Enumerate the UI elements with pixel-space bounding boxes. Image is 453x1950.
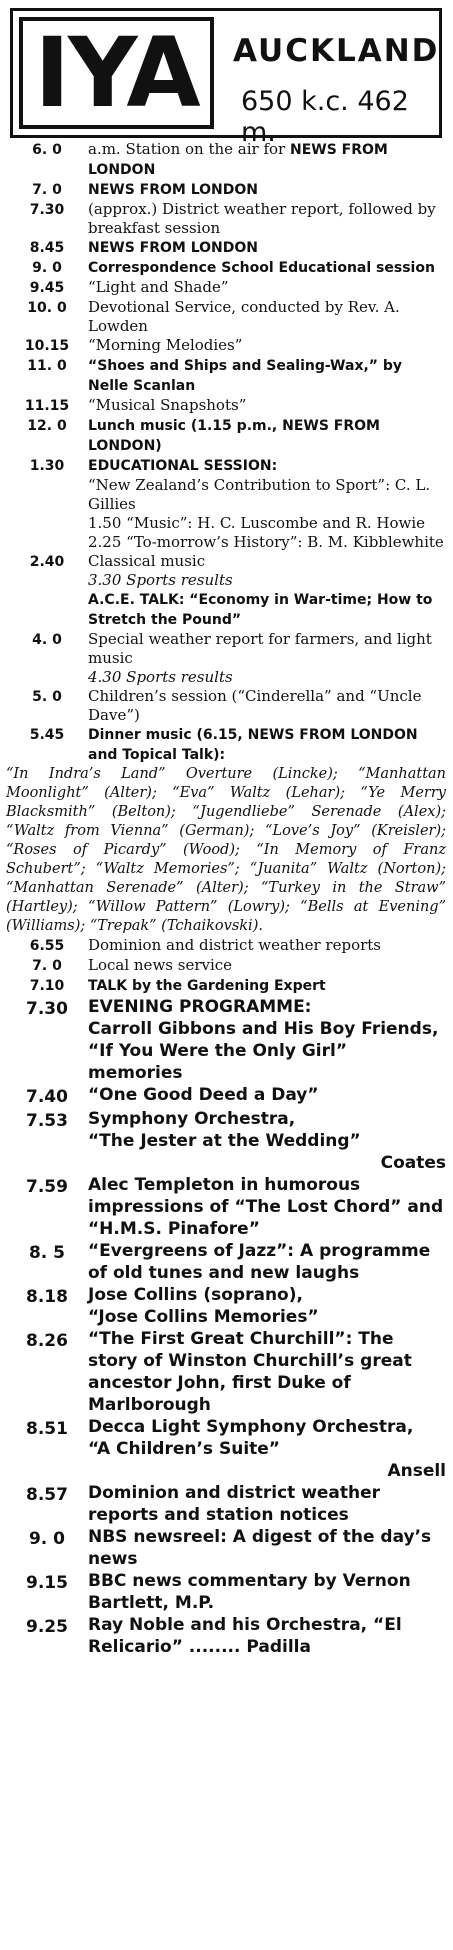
programme-time: 12. 0 xyxy=(27,418,67,434)
programme-description xyxy=(88,238,446,258)
programme-item xyxy=(6,1084,446,1108)
programme-item xyxy=(6,936,446,956)
programme-item xyxy=(6,258,446,278)
programme-description xyxy=(88,687,446,725)
programme-time: 7. 0 xyxy=(32,182,62,198)
programme-text: Devotional Service, conducted by Rev. A. Lowden xyxy=(88,298,400,335)
programme-item xyxy=(6,396,446,416)
programme-description xyxy=(88,396,446,415)
programme-time: 11. 0 xyxy=(27,358,67,374)
programme-item xyxy=(6,1526,446,1570)
programme-description xyxy=(88,180,446,200)
programme-listing xyxy=(6,140,446,1658)
programme-description xyxy=(88,258,446,278)
programme-time: 7.53 xyxy=(26,1111,68,1131)
programme-text: Dominion and district weather reports xyxy=(88,936,381,954)
programme-time xyxy=(6,590,88,591)
programme-description xyxy=(88,1614,446,1658)
programme-subtitle: “Jose Collins Memories” xyxy=(88,1307,319,1327)
programme-item xyxy=(6,140,446,180)
programme-time: 9.25 xyxy=(26,1617,68,1637)
programme-item xyxy=(6,996,446,1084)
programme-description xyxy=(88,590,446,630)
programme-time: 8.45 xyxy=(29,240,65,256)
programme-item xyxy=(6,1108,446,1174)
programme-text: “The First Great Churchill”: The story of Winston Churchill’s great ancestor John, first Duke of Marlborough xyxy=(88,1329,412,1415)
station-frequency: 650 k.c. 462 m. xyxy=(241,86,409,148)
programme-text: Classical music xyxy=(88,552,206,570)
programme-description xyxy=(88,996,446,1084)
programme-bold-text: EDUCATIONAL SESSION: xyxy=(88,458,278,474)
programme-text: Dominion and district weather reports and station notices xyxy=(88,1483,381,1525)
programme-description xyxy=(88,1240,446,1284)
programme-bold-text: NEWS FROM LONDON xyxy=(88,142,388,178)
programme-subtitle: “A Children’s Suite” xyxy=(88,1439,280,1459)
programme-time: 8.51 xyxy=(26,1419,68,1439)
programme-time: 1.30 xyxy=(29,458,65,474)
programme-text: “Light and Shade” xyxy=(88,278,229,296)
programme-item xyxy=(6,1174,446,1240)
programme-description xyxy=(88,1108,446,1174)
programme-item xyxy=(6,1328,446,1416)
programme-description xyxy=(88,416,446,456)
station-header xyxy=(10,8,442,148)
programme-text: (approx.) District weather report, followed by breakfast session xyxy=(88,200,436,237)
programme-subtitle: “If You Were the Only Girl” memories xyxy=(88,1041,347,1083)
programme-item xyxy=(6,200,446,238)
programme-description xyxy=(88,630,446,687)
programme-text: Symphony Orchestra, xyxy=(88,1109,296,1129)
programme-subline: 1.50 “Music”: H. C. Luscombe and R. Howie xyxy=(88,514,425,532)
station-logo: IYA xyxy=(19,17,214,129)
programme-composer: Ansell xyxy=(387,1461,446,1481)
programme-item xyxy=(6,1614,446,1658)
programme-time: 7.30 xyxy=(29,202,65,218)
programme-text: a.m. Station on the air for xyxy=(88,140,290,158)
programme-description xyxy=(88,1084,446,1106)
programme-text: NBS newsreel: A digest of the day’s news xyxy=(88,1527,432,1569)
programme-subline: 4.30 Sports results xyxy=(88,668,233,686)
programme-item xyxy=(6,180,446,200)
programme-description xyxy=(88,1526,446,1570)
programme-time: 9.15 xyxy=(26,1573,68,1593)
programme-description xyxy=(88,356,446,396)
programme-description xyxy=(88,1284,446,1328)
programme-text: Jose Collins (soprano), xyxy=(88,1285,303,1305)
programme-time: 6. 0 xyxy=(32,142,62,158)
programme-description xyxy=(88,336,446,355)
programme-time: 5. 0 xyxy=(32,689,62,705)
programme-description xyxy=(88,456,446,552)
programme-description xyxy=(88,278,446,297)
programme-item xyxy=(6,356,446,396)
programme-item xyxy=(6,725,446,765)
programme-time: 10.15 xyxy=(24,338,70,354)
programme-composer: Coates xyxy=(380,1153,446,1173)
programme-item xyxy=(6,1284,446,1328)
programme-text: Special weather report for farmers, and light music xyxy=(88,630,432,667)
programme-subline: 2.25 “To-morrow’s History”: B. M. Kibblewhite xyxy=(88,533,444,551)
programme-time: 8.57 xyxy=(26,1485,68,1505)
programme-description xyxy=(88,1328,446,1416)
programme-text: “Evergreens of Jazz”: A programme of old tunes and new laughs xyxy=(88,1241,431,1283)
programme-item xyxy=(6,552,446,590)
programme-text: “Musical Snapshots” xyxy=(88,396,247,414)
programme-time: 5.45 xyxy=(29,727,65,743)
programme-time: 2.40 xyxy=(29,554,65,570)
programme-description xyxy=(88,976,446,996)
programme-time: 7.40 xyxy=(26,1087,68,1107)
programme-description xyxy=(88,552,446,590)
programme-bold-text: TALK by the Gardening Expert xyxy=(88,978,326,994)
programme-bold-text: A.C.E. TALK: “Economy in War-time; How to Stretch the Pound” xyxy=(88,592,433,628)
programme-text: Children’s session (“Cinderella” and “Uncle Dave”) xyxy=(88,687,422,724)
programme-item xyxy=(6,456,446,552)
programme-description xyxy=(88,140,446,180)
programme-item xyxy=(6,1240,446,1284)
programme-time: 8.18 xyxy=(26,1287,68,1307)
programme-description xyxy=(88,956,446,975)
programme-subline: 3.30 Sports results xyxy=(88,571,233,589)
programme-time: 10. 0 xyxy=(27,300,67,316)
programme-item xyxy=(6,416,446,456)
programme-description xyxy=(88,200,446,238)
programme-item xyxy=(6,336,446,356)
programme-item xyxy=(6,238,446,258)
programme-text: “Morning Melodies” xyxy=(88,336,243,354)
programme-description xyxy=(88,1482,446,1526)
programme-description xyxy=(88,298,446,336)
programme-text: “One Good Deed a Day” xyxy=(88,1085,319,1105)
programme-bold-text: NEWS FROM LONDON xyxy=(88,240,259,256)
programme-item xyxy=(6,1482,446,1526)
programme-item xyxy=(6,687,446,725)
programme-time: 7. 0 xyxy=(32,958,62,974)
dinner-music-list: “In Indra’s Land” Overture (Lincke); “Manhattan Moonlight” (Alter); “Eva” Waltz (Lehar); “Ye Merry Blacksmith” (Belton); “Jugendliebe” Serenade (Alex); “Waltz from Vienna” (German); “Love’s Joy” (Kreisler); “Roses of Picardy” (Wood); “In Memory of Franz Schubert”; “Waltz Memories”; “Juanita” Waltz (Norton); “Manhattan Serenade” (Alter); “Turkey in the Straw” (Hartley); “Willow Pattern” (Lowry); “Bells at Evening” (Williams); “Trepak” (Tchaikovski). xyxy=(6,766,446,934)
programme-text: Decca Light Symphony Orchestra, xyxy=(88,1417,414,1437)
programme-text: BBC news commentary by Vernon Bartlett, M.P. xyxy=(88,1571,411,1613)
station-city: AUCKLAND xyxy=(233,33,440,69)
programme-bold-text: Correspondence School Educational session xyxy=(88,260,435,276)
programme-description xyxy=(88,725,446,765)
programme-time: 7.30 xyxy=(26,999,68,1019)
programme-subtitle: “The Jester at the Wedding” xyxy=(88,1131,361,1151)
programme-bold-text: Lunch music (1.15 p.m., NEWS FROM LONDON) xyxy=(88,418,380,454)
programme-text: Local news service xyxy=(88,956,233,974)
programme-item xyxy=(6,956,446,976)
programme-bold-text: “Shoes and Ships and Sealing-Wax,” by Nelle Scanlan xyxy=(88,358,403,394)
programme-text: Carroll Gibbons and His Boy Friends, xyxy=(88,1019,439,1039)
programme-bold-text: Dinner music (6.15, NEWS FROM LONDON and Topical Talk): xyxy=(88,727,418,763)
programme-time: 9. 0 xyxy=(28,1529,66,1549)
programme-heading: EVENING PROGRAMME: xyxy=(88,997,312,1017)
programme-item xyxy=(6,298,446,336)
programme-time: 7.59 xyxy=(26,1177,68,1197)
programme-item xyxy=(6,590,446,630)
programme-description xyxy=(88,1416,446,1482)
programme-item xyxy=(6,976,446,996)
programme-item xyxy=(6,1570,446,1614)
programme-time: 8. 5 xyxy=(28,1243,66,1263)
programme-item xyxy=(6,630,446,687)
programme-bold-text: NEWS FROM LONDON xyxy=(88,182,259,198)
programme-description xyxy=(88,936,446,955)
programme-time: 11.15 xyxy=(24,398,70,414)
programme-subline: “New Zealand’s Contribution to Sport”: C. L. Gillies xyxy=(88,476,431,513)
programme-item xyxy=(6,1416,446,1482)
programme-time: 7.10 xyxy=(29,978,65,994)
programme-time: 8.26 xyxy=(26,1331,68,1351)
programme-time: 4. 0 xyxy=(32,632,62,648)
programme-description xyxy=(88,1570,446,1614)
programme-description xyxy=(88,1174,446,1240)
programme-time: 9. 0 xyxy=(32,260,62,276)
programme-time: 6.55 xyxy=(29,938,65,954)
programme-item xyxy=(6,278,446,298)
programme-text: Alec Templeton in humorous impressions of “The Lost Chord” and “H.M.S. Pinafore” xyxy=(88,1175,444,1239)
programme-text: Ray Noble and his Orchestra, “El Relicario” ........ Padilla xyxy=(88,1615,402,1657)
programme-time: 9.45 xyxy=(29,280,65,296)
